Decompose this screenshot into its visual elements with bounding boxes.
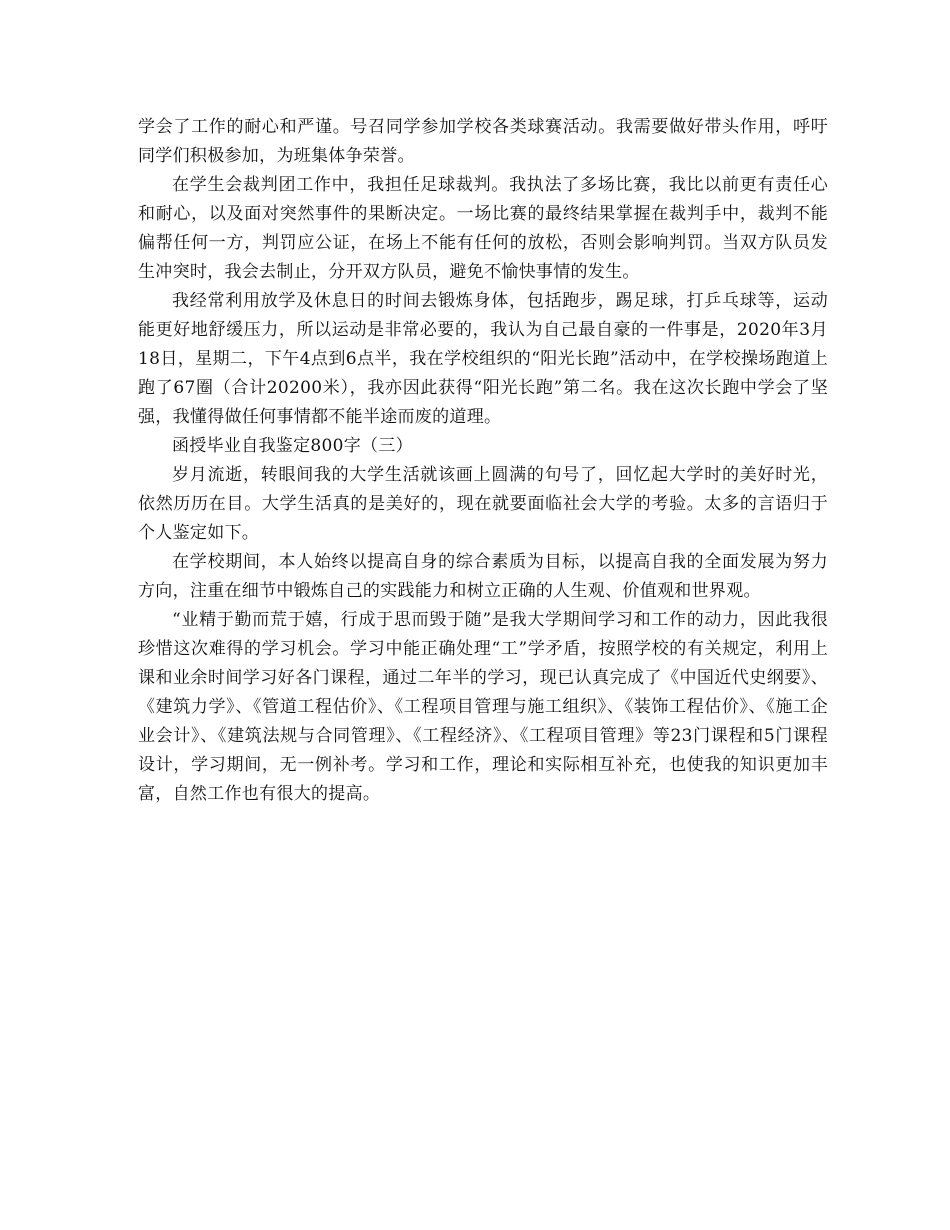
paragraph-exercise: 我经常利用放学及休息日的时间去锻炼身体，包括跑步，踢足球，打乒乓球等，运动能更好地舒缓压力，所以运动是非常必要的，我认为自己最自豪的一件事是，2020年3月18日，星期二，下午4点到6点半，我在学校组织的“阳光长跑”活动中，在学校操场跑道上跑了67圈（合计20200米），我亦因此获得“阳光长跑”第二名。我在这次长跑中学会了坚强，我懂得做任何事情都不能半途而废的道理。 — [138, 291, 828, 427]
document-body — [138, 113, 828, 809]
paragraph-study: “业精于勤而荒于嬉，行成于思而毁于随”是我大学期间学习和工作的动力，因此我很珍惜这次难得的学习机会。学习中能正确处理“工”学矛盾，按照学校的有关规定，利用上课和业余时间学习好各门课程，通过二年半的学习，现已认真完成了《中国近代史纲要》、《建筑力学》、《管道工程估价》、《工程项目管理与施工组织》、《装饰工程估价》、《施工企业会计》、《建筑法规与合同管理》、《工程经济》、《工程项目管理》等23门课程和5门课程设计，学习期间，无一例补考。学习和工作，理论和实际相互补充，也使我的知识更加丰富，自然工作也有很大的提高。 — [138, 610, 828, 804]
paragraph-time: 岁月流逝，转眼间我的大学生活就该画上圆满的句号了，回忆起大学时的美好时光，依然历历在目。大学生活真的是美好的，现在就要面临社会大学的考验。太多的言语归于个人鉴定如下。 — [138, 465, 828, 543]
paragraph-continuation: 学会了工作的耐心和严谨。号召同学参加学校各类球赛活动。我需要做好带头作用，呼吁同学们积极参加，为班集体争荣誉。 — [138, 117, 828, 166]
paragraph-referee: 在学生会裁判团工作中，我担任足球裁判。我执法了多场比赛，我比以前更有责任心和耐心，以及面对突然事件的果断决定。一场比赛的最终结果掌握在裁判手中，裁判不能偏帮任何一方，判罚应公证，在场上不能有任何的放松，否则会影响判罚。当双方队员发生冲突时，我会去制止，分开双方队员，避免不愉快事情的发生。 — [138, 175, 828, 282]
paragraph-school: 在学校期间，本人始终以提高自身的综合素质为目标，以提高自我的全面发展为努力方向，注重在细节中锻炼自己的实践能力和树立正确的人生观、价值观和世界观。 — [138, 552, 828, 601]
section-heading: 函授毕业自我鉴定800字（三） — [172, 436, 413, 456]
